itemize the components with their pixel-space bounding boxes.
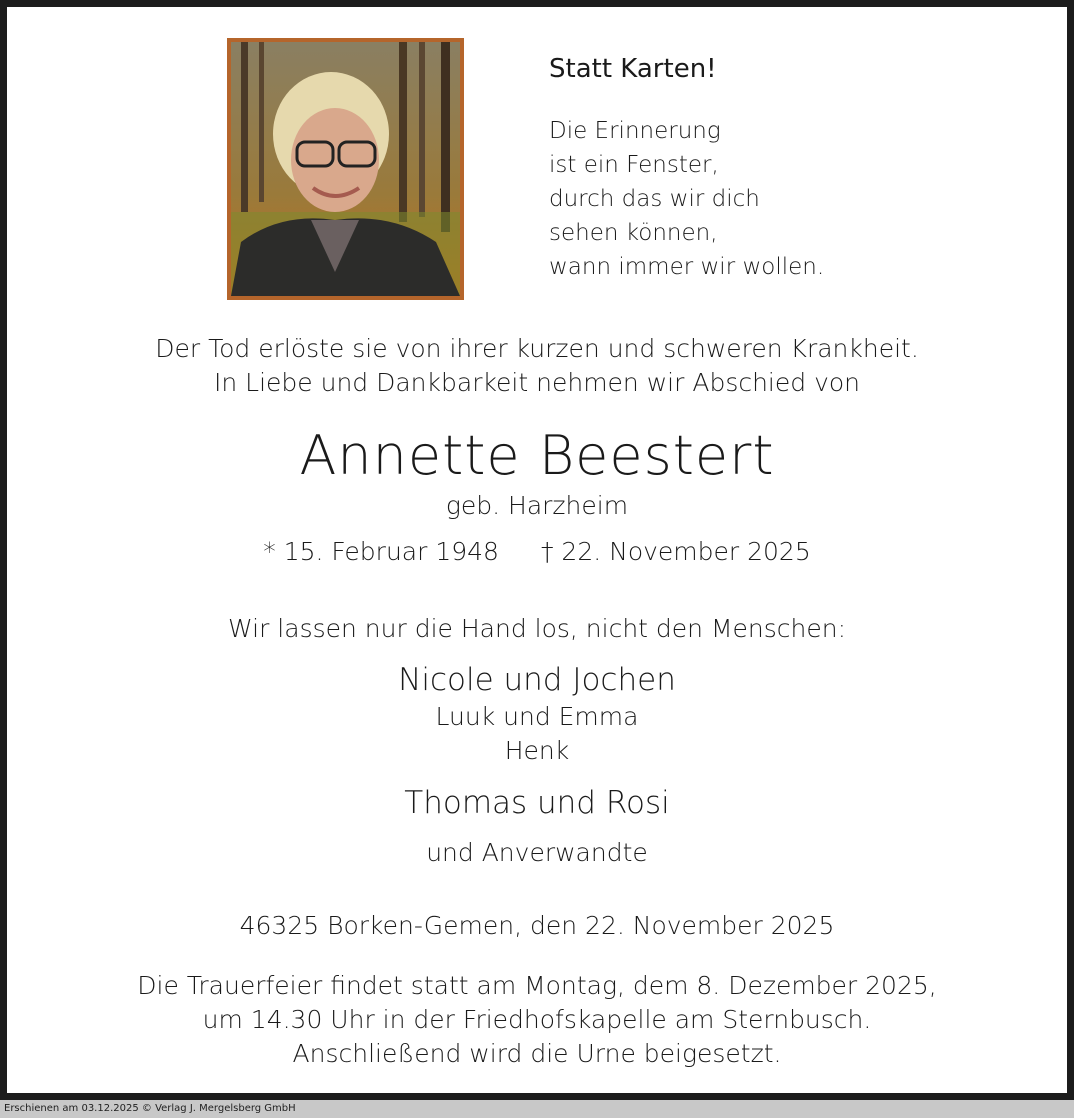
place-date: 46325 Borken-Gemen, den 22. November 2025 <box>239 911 835 940</box>
family-group: Nicole und Jochen <box>398 662 676 698</box>
service-line: Die Trauerfeier findet statt am Montag, dem 8. Dezember 2025, <box>137 971 937 1000</box>
verse-line: durch das wir dich <box>549 186 760 212</box>
intro-line: In Liebe und Dankbarkeit nehmen wir Abschied von <box>213 368 861 397</box>
family-child: Henk <box>504 736 570 765</box>
statt-karten-heading: Statt Karten! <box>549 54 717 84</box>
life-dates <box>0 537 1074 566</box>
service-line: um 14.30 Uhr in der Friedhofskapelle am Sternbusch. <box>202 1005 872 1034</box>
intro-line: Der Tod erlöste sie von ihrer kurzen und schweren Krankheit. <box>155 334 919 363</box>
deceased-name: Annette Beestert <box>299 424 775 487</box>
publication-footer: Erschienen am 03.12.2025 © Verlag J. Mergelsberg GmbH <box>0 1100 1074 1118</box>
verse-line: wann immer wir wollen. <box>549 254 825 280</box>
portrait-photo <box>227 38 464 300</box>
family-group: Thomas und Rosi <box>404 785 670 821</box>
verse-line: sehen können, <box>549 220 718 246</box>
birth-date: * 15. Februar 1948 <box>263 537 499 566</box>
verse-line: ist ein Fenster, <box>549 152 719 178</box>
relatives-line: und Anverwandte <box>426 838 648 867</box>
motto: Wir lassen nur die Hand los, nicht den Menschen: <box>227 614 847 643</box>
maiden-name: geb. Harzheim <box>445 491 629 520</box>
death-date: † 22. November 2025 <box>540 537 811 566</box>
verse-line: Die Erinnerung <box>549 118 721 144</box>
family-child: Luuk und Emma <box>435 702 639 731</box>
service-line: Anschließend wird die Urne beigesetzt. <box>292 1039 782 1068</box>
